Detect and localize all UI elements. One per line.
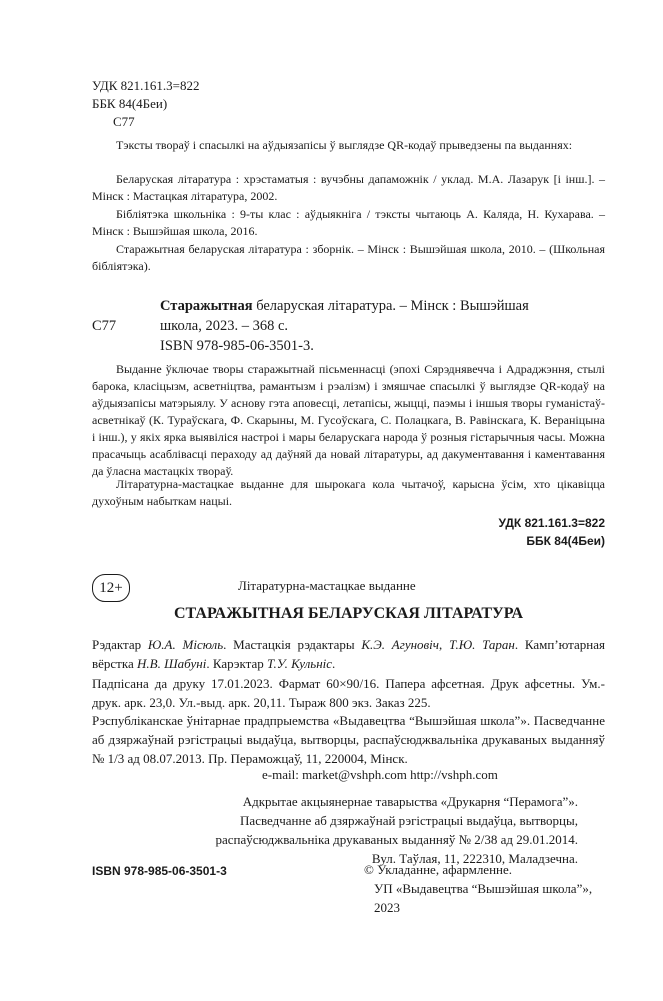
- catalog-title-keyword: Старажытная: [160, 298, 253, 314]
- printer-line: Пасведчанне аб дзяржаўнай рэгістрацыі выдаўца, вытворцы,: [240, 813, 578, 828]
- editor-name: Т.У. Кульніс: [267, 656, 333, 671]
- catalog-isbn: ISBN 978-985-06-3501-3.: [160, 338, 314, 354]
- editors-part: Рэдактар: [92, 637, 148, 652]
- annotation-paragraph: Выданне ўключае творы старажытнай пісьменнасці (эпохі Сярэднявечча і Адраджэння, стылі барока, класіцызм, асветніцтва, рамантызм і рэалізм) і змяшчае спасылкі ў выглядзе QR-кодаў на аўдыязапісы матэрыялу. У аснову гэта аповесці, летапісы, жыцці, паэмы і іншыя творы гуманістаў-асветнікаў (К. Тураўскага, Ф. Скарыны, М. Гусоўскага, С. Полацкага, В. Равінскага, К. Вераніцына і інш.), у якіх ярка выявіліся настроі і мары беларускага народа ў розныя гістарычныя часы. Можна прасачыць асаблівасці пераходу ад даўняй да новай літаратуры, ад дакументавання і каментавання да ўласна мастацкіх твораў.: [92, 362, 605, 478]
- printer-line: Адкрытае акцыянернае таварыства «Друкарня “Перамога”».: [242, 794, 578, 809]
- copyright-line: © Укладанне, афармленне.: [364, 862, 513, 877]
- editor-name: Т.Ю. Таран: [449, 637, 515, 652]
- editors-part: . Мастацкія рэдактары: [223, 637, 362, 652]
- udk-code-right: УДК 821.161.3=822: [498, 516, 605, 530]
- source-item: Беларуская літаратура : хрэстаматыя : вучэбны дапаможнік / уклад. М.А. Лазарук [і інш.]. – Мінск : Мастацкая літаратура, 2002.: [92, 172, 605, 203]
- footer-isbn: ISBN 978-985-06-3501-3: [92, 864, 227, 878]
- print-details: Падпісана да друку 17.01.2023. Фармат 60×90/16. Папера афсетная. Друк афсетны. Ум.-друк. арк. 23,0. Ул.-выд. арк. 20,11. Тыраж 800 экз. Заказ 225.: [92, 676, 605, 710]
- printer-line: Вул. Таўлая, 11, 222310, Маладзечна.: [371, 851, 578, 866]
- editors-part: ,: [439, 637, 450, 652]
- qr-note: Тэксты твораў і спасылкі на аўдыязапісы ў выглядзе QR-кодаў прыведзены па выданнях:: [116, 138, 573, 152]
- bbk-code-right: ББК 84(4Беи): [526, 534, 605, 548]
- catalog-line2: школа, 2023. – 368 с.: [160, 318, 289, 334]
- printer-line: распаўсюджвальніка друкаваных выданняў № 2/38 ад 29.01.2014.: [215, 832, 578, 847]
- editor-name: Н.В. Шабуні: [137, 656, 207, 671]
- copyright-line: 2023: [374, 900, 400, 915]
- catalog-title-rest: беларуская літаратура. – Мінск : Вышэйшая: [252, 298, 529, 314]
- copyright-block: [364, 860, 605, 917]
- copyright-line: УП «Выдавецтва “Вышэйшая школа”»,: [374, 881, 593, 896]
- editors-part: . Камп’ютарная вёрстка: [92, 637, 606, 671]
- editors-part: .: [332, 656, 336, 671]
- genre-line: Літаратурна-мастацкае выданне: [238, 578, 416, 593]
- source-item: Старажытная беларуская літаратура : зборнік. – Мінск : Вышэйшая школа, 2010. – (Школьная бібліятэка).: [92, 242, 605, 273]
- source-item: Бібліятэка школьніка : 9-ты клас : аўдыякніга / тэксты чытаюць А. Каляда, Н. Кухарава. – Мінск : Вышэйшая школа, 2016.: [92, 207, 605, 238]
- editors-line: [92, 635, 605, 673]
- title-caps: СТАРАЖЫТНАЯ БЕЛАРУСКАЯ ЛІТАРАТУРА: [173, 605, 524, 622]
- age-rating-badge: 12+: [92, 574, 130, 602]
- catalog-code: С77: [92, 318, 117, 334]
- udk-code: УДК 821.161.3=822: [92, 78, 200, 93]
- publisher-contact: e-mail: market@vshph.com http://vshph.com: [262, 767, 498, 782]
- publisher-info: Рэспубліканскае ўнітарнае прадпрыемства «Выдавецтва “Вышэйшая школа”». Пасведчанне аб дзяржаўнай рэгістрацыі выдаўца, вытворцы, распаўсюджвальніка друкаваных выданняў № 1/3 ад 08.07.2013. Пр. Пераможцаў, 11, 220004, Мінск.: [92, 713, 605, 766]
- catalog-title: [160, 296, 529, 316]
- printer-info: [200, 792, 578, 868]
- author-mark: С77: [113, 114, 135, 129]
- annotation-audience: Літаратурна-мастацкае выданне для шырокага кола чытачоў, карысна ўсім, хто цікавіцца духоўным набыткам нацыі.: [92, 477, 605, 508]
- editors-part: . Карэктар: [206, 656, 268, 671]
- editor-name: Ю.А. Місюль: [147, 637, 224, 652]
- bbk-code: ББК 84(4Беи): [92, 96, 168, 111]
- editor-name: К.Э. Агуновіч: [361, 637, 439, 652]
